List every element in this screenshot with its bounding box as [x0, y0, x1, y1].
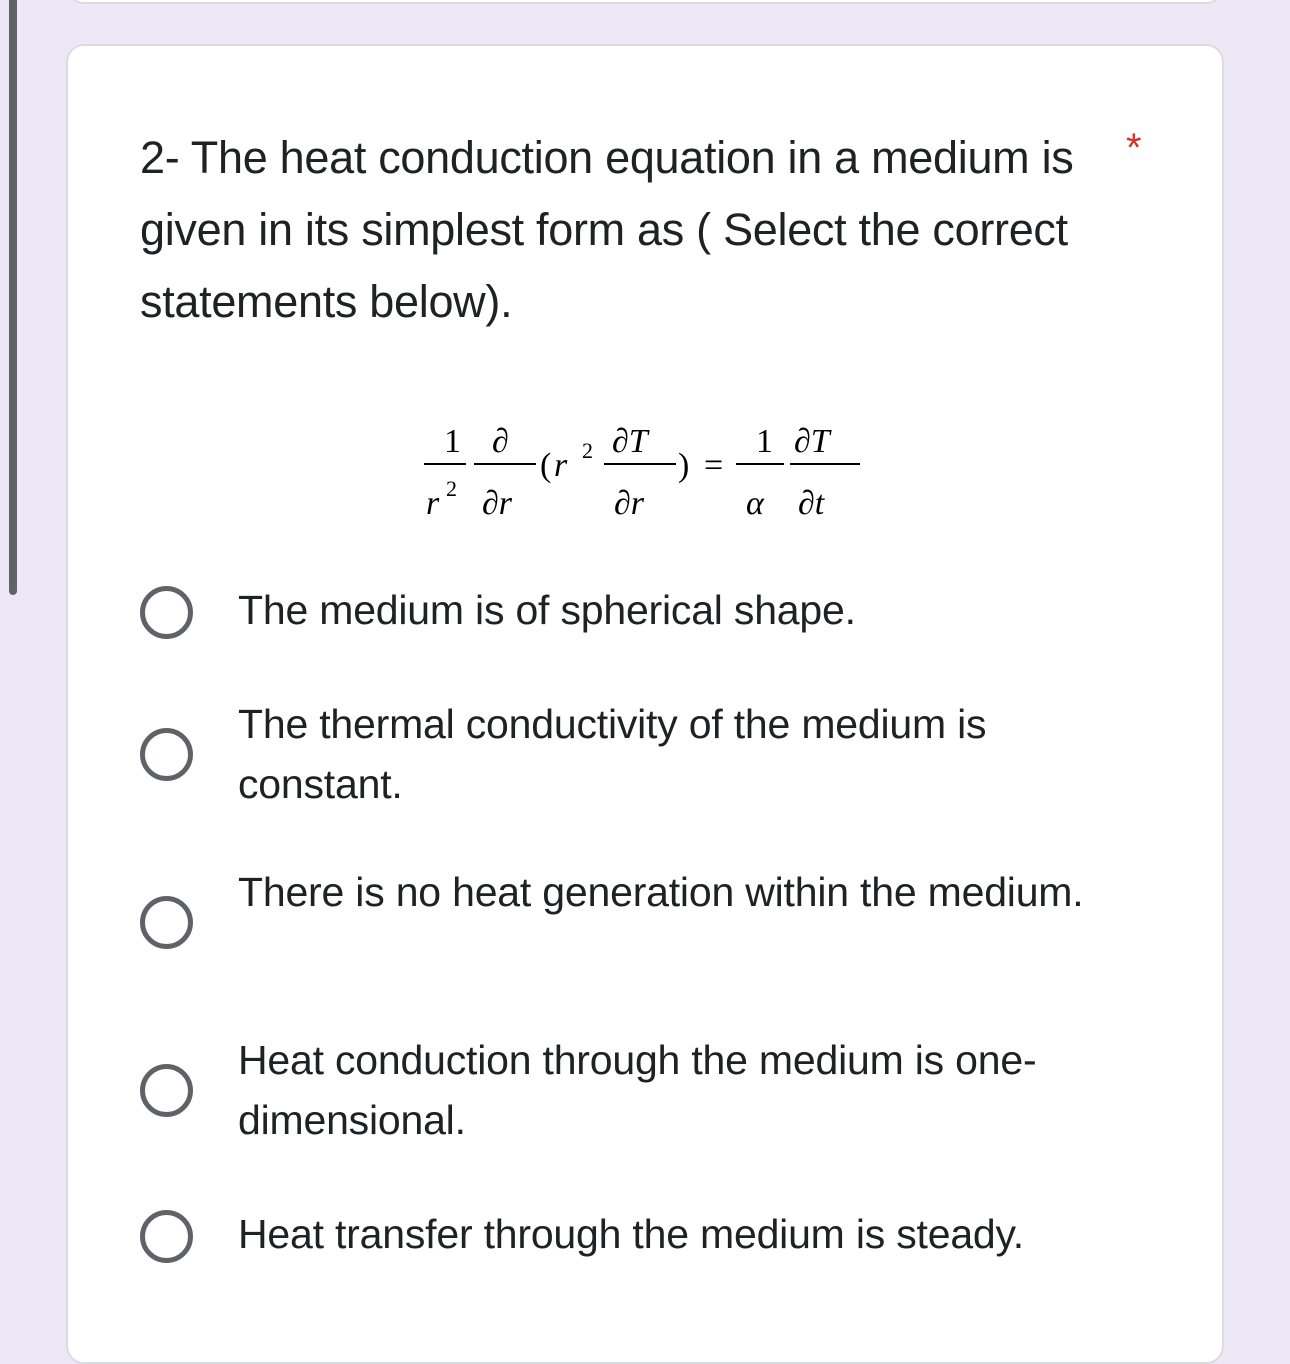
question-title: 2- The heat conduction equation in a medium is given in its simplest form as ( Select the correct statements below). [140, 132, 1074, 327]
eq-exponent-1: 2 [446, 476, 457, 501]
option-label[interactable]: There is no heat generation within the medium. [238, 869, 1084, 915]
scroll-indicator[interactable] [9, 0, 17, 595]
eq-numerator-2: 1 [756, 423, 773, 460]
eq-r-squared-base: r [426, 485, 440, 522]
eq-exponent-2: 2 [582, 438, 593, 463]
eq-partial-T-2: ∂T [794, 423, 830, 460]
eq-equals: = [704, 447, 724, 484]
radio-button[interactable] [140, 586, 193, 639]
option-label[interactable]: Heat conduction through the medium is one-dimensional. [238, 1037, 1037, 1143]
eq-open-paren: ( [540, 447, 552, 484]
option-label[interactable]: The medium is of spherical shape. [238, 587, 856, 633]
previous-question-card [66, 0, 1224, 4]
option-label[interactable]: Heat transfer through the medium is steady. [238, 1211, 1024, 1257]
required-asterisk: * [1126, 126, 1142, 170]
eq-close-paren: ) [678, 447, 690, 484]
heat-equation-image [418, 414, 878, 536]
eq-partial-t: ∂t [798, 485, 825, 522]
option-label[interactable]: The thermal conductivity of the medium is constant. [238, 701, 987, 807]
eq-partial-numerator: ∂ [492, 423, 509, 460]
question-card [66, 44, 1224, 1364]
radio-button[interactable] [140, 1064, 193, 1117]
eq-partial-r-1: ∂r [482, 485, 513, 522]
radio-button[interactable] [140, 728, 193, 781]
radio-button[interactable] [140, 1210, 193, 1263]
eq-partial-r-2: ∂r [614, 485, 645, 522]
eq-r-inner: r [554, 447, 568, 484]
radio-button[interactable] [140, 896, 193, 949]
eq-numerator-1: 1 [444, 423, 461, 460]
eq-partial-T-1: ∂T [612, 423, 648, 460]
eq-alpha: α [746, 485, 764, 522]
